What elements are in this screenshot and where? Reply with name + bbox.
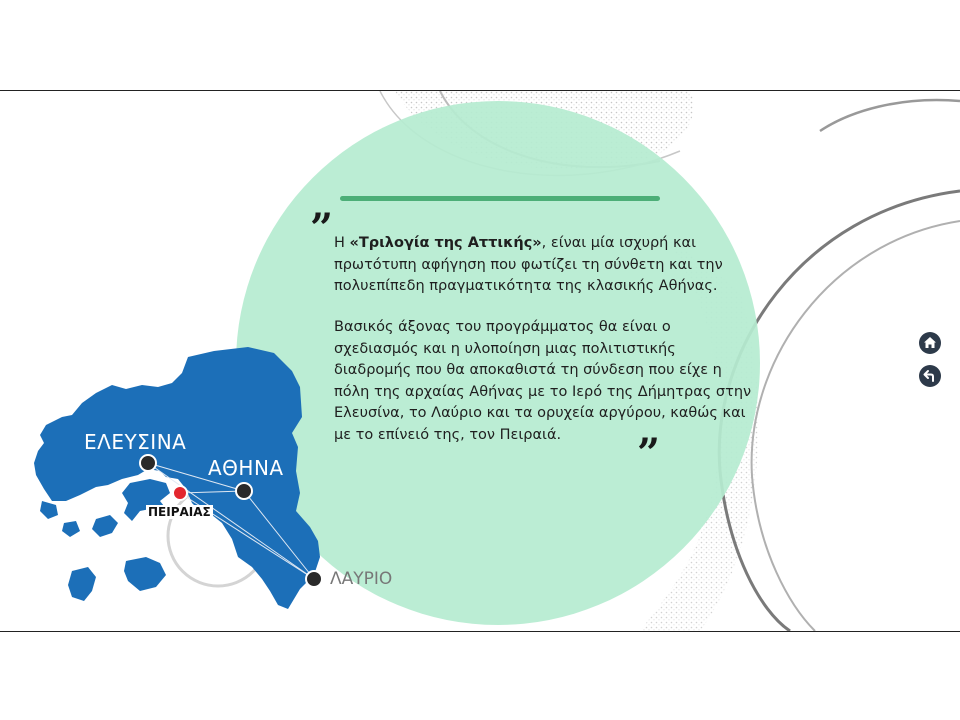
peiraias-label: ΠΕΙΡΑΙΑΣ	[148, 505, 211, 519]
aegina-island	[92, 515, 118, 537]
athina-dot	[236, 483, 252, 499]
program-title: «Τριλογία της Αττικής»	[349, 235, 542, 251]
island-south-2	[68, 567, 96, 601]
home-button[interactable]	[919, 332, 941, 354]
quote-paragraph-2: Βασικός άξονας του προγράμματος θα είναι ο σχεδιασμός και η υλοποίηση μιας πολιτιστικής διαδρομής που θα αποκαθιστά τη σύνδεση που είχε η πόλη της αρχαίας Αθήνας με το Ιερό της Δήμητρας στην Ελευσίνα, το Λαύριο και τα ορυχεία αργύρου, καθώς και με το επίνειό της, τον Πειραιά.	[334, 319, 752, 443]
home-icon	[919, 332, 941, 354]
back-button[interactable]	[919, 365, 941, 387]
lavrio-label: ΛΑΥΡΙΟ	[330, 569, 393, 589]
elefsina-dot	[140, 455, 156, 471]
island-south-3	[62, 521, 80, 537]
slide	[0, 90, 960, 632]
back-arrow-icon	[919, 365, 941, 387]
open-quote-mark: ”	[310, 205, 334, 252]
elefsina-label: ΕΛΕΥΣΙΝΑ	[84, 430, 187, 454]
island-west	[40, 501, 58, 519]
athina-label: ΑΘΗΝΑ	[208, 456, 284, 480]
lavrio-dot	[306, 571, 322, 587]
p1-rest: , είναι μία ισχυρή και πρωτότυπη αφήγηση που φωτίζει τη σύνθετη και την πολυεπίπεδη πραγματικότητα της κλασικής Αθήνας.	[334, 235, 723, 294]
close-quote-mark: ”	[637, 430, 661, 477]
p1-prefix: Η	[334, 235, 350, 251]
peiraias-dot	[173, 486, 187, 500]
island-south-1	[124, 557, 166, 591]
attica-map	[0, 91, 960, 631]
